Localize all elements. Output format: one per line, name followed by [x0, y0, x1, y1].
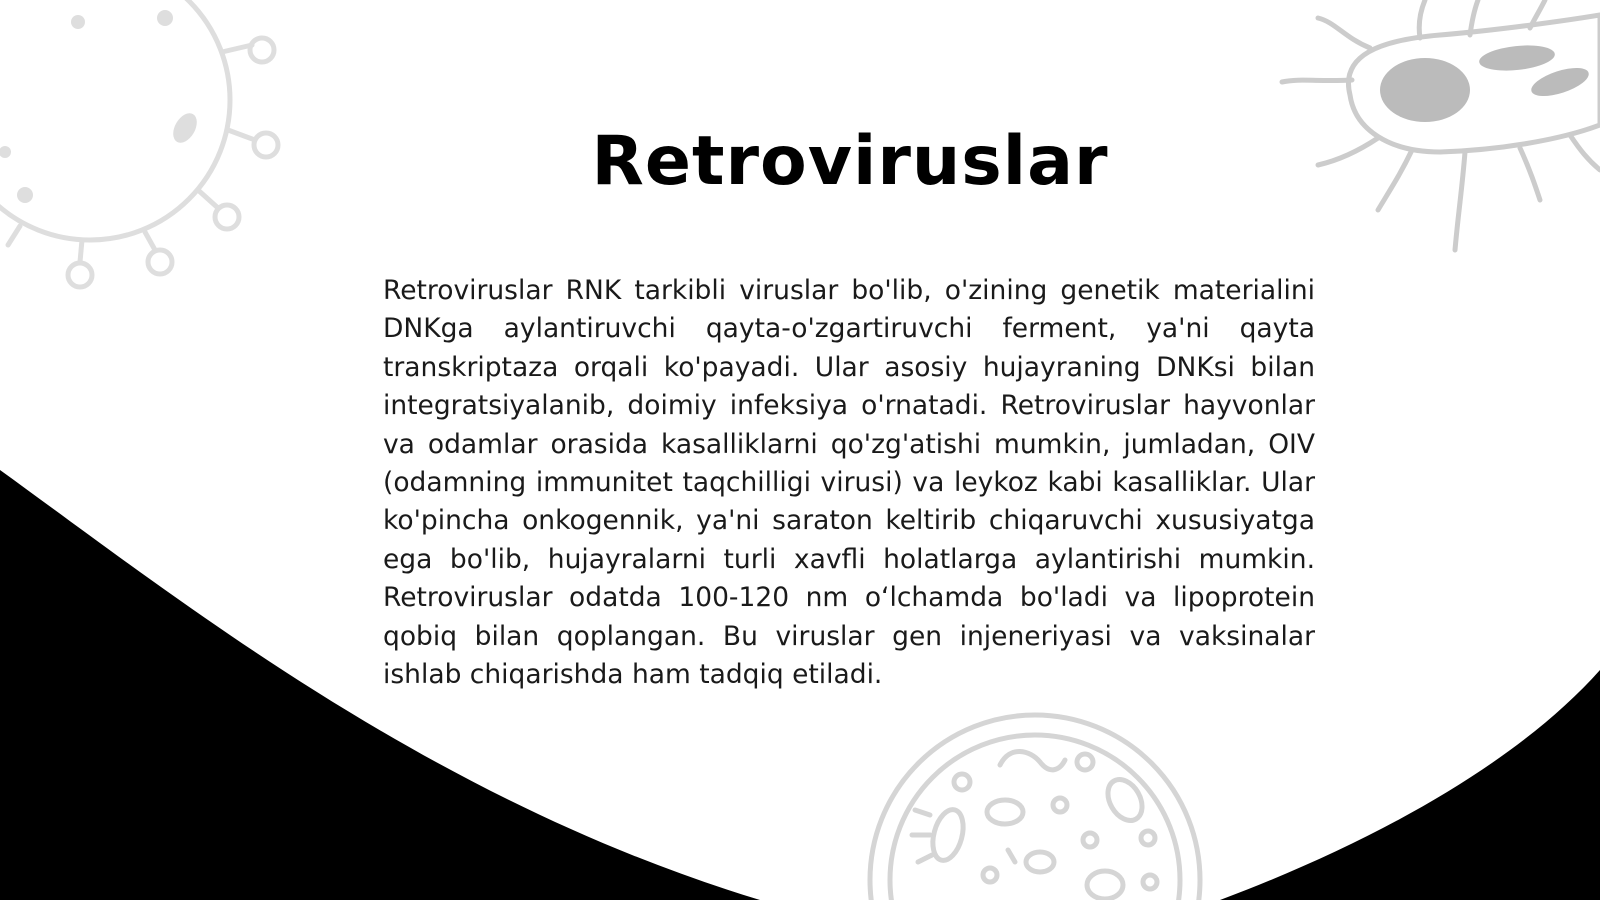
petri-dish-icon: [870, 715, 1200, 900]
slide-body-text: Retroviruslar RNK tarkibli viruslar bo'lib, o'zining genetik materialini DNKga aylantiruvchi qayta-o'zgartiruvchi ferment, ya'ni qayta transkriptaza orqali ko'payadi. Ular asosiy hujayraning DNKsi bilan integratsiyalanib, doimiy infeksiya o'rnatadi. Retroviruslar hayvonlar va odamlar orasida kasalliklarni qo'zg'atishi mumkin, jumladan, OIV (odamning immunitet taqchilligi virusi) va leykoz kabi kasalliklar. Ular ko'pincha onkogennik, ya'ni saraton keltirib chiqaruvchi xususiyatga ega bo'lib, hujayralarni turli xavfli holatlarga aylantirishi mumkin. Retroviruslar odatda 100-120 nm o‘lchamda bo'ladi va lipoprotein qobiq bilan qoplangan. Bu viruslar gen injeneriyasi va vaksinalar ishlab chiqarishda ham tadqiq etiladi.: [383, 275, 1315, 691]
slide-title: Retroviruslar: [591, 122, 1109, 201]
